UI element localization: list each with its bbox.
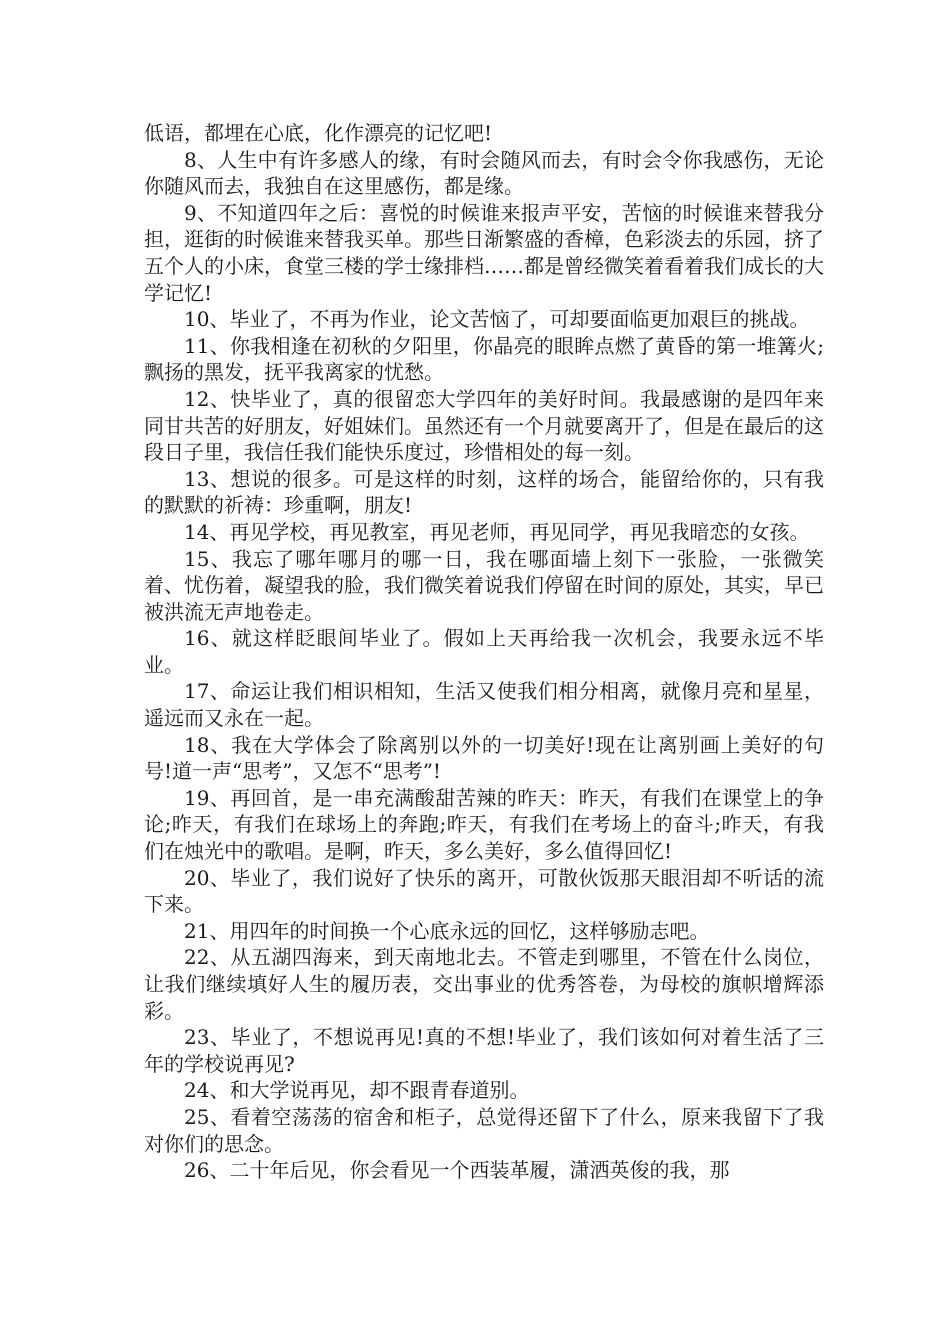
paragraph-26: 26、二十年后见，你会看见一个西装革履，潇洒英俊的我，那 bbox=[184, 1158, 730, 1183]
paragraph-11: 11、你我相逢在初秋的夕阳里，你晶亮的眼眸点燃了黄昏的第一堆篝火;飘扬的黑发，抚平我离家的忧愁。 bbox=[144, 333, 824, 385]
paragraph-continued: 低语，都埋在心底，化作漂亮的记忆吧! bbox=[144, 121, 493, 145]
paragraph-19: 19、再回首，是一串充满酸甜苦辣的昨天：昨天，有我们在课堂上的争论;昨天，有我们在球场上的奔跑;昨天，有我们在考场上的奋斗;昨天，有我们在烛光中的歌唱。是啊，昨天，多么美好，多么值得回忆! bbox=[144, 785, 824, 864]
paragraph-8: 8、人生中有许多感人的缘，有时会随风而去，有时会令你我感伤，无论你随风而去，我独自在这里感伤，都是缘。 bbox=[144, 147, 824, 199]
paragraph-15: 15、我忘了哪年哪月的哪一日，我在哪面墙上刻下一张脸，一张微笑着、忧伤着，凝望我的脸，我们微笑着说我们停留在时间的原处，其实，早已被洪流无声地卷走。 bbox=[144, 546, 824, 624]
paragraph-17: 17、命运让我们相识相知，生活又使我们相分相离，就像月亮和星星，遥远而又永在一起。 bbox=[144, 679, 824, 731]
paragraph-18: 18、我在大学体会了除离别以外的一切美好!现在让离别画上美好的句号!道一声“思考”，又怎不“思考”! bbox=[144, 732, 824, 784]
paragraph-24: 24、和大学说再见，却不跟青春道别。 bbox=[184, 1078, 530, 1103]
paragraph-21: 21、用四年的时间换一个心底永远的回忆，这样够励志吧。 bbox=[184, 918, 710, 943]
paragraph-14: 14、再见学校，再见教室，再见老师，再见同学，再见我暗恋的女孩。 bbox=[184, 519, 810, 544]
paragraph-22: 22、从五湖四海来，到天南地北去。不管走到哪里，不管在什么岗位，让我们继续填好人生的履历表，交出事业的优秀答卷，为母校的旗帜增辉添彩。 bbox=[144, 945, 824, 1023]
paragraph-20: 20、毕业了，我们说好了快乐的离开，可散伙饭那天眼泪却不听话的流下来。 bbox=[144, 865, 824, 917]
paragraph-13: 13、想说的很多。可是这样的时刻，这样的场合，能留给你的，只有我的默默的祈祷：珍重啊，朋友! bbox=[144, 466, 824, 518]
paragraph-9: 9、不知道四年之后：喜悦的时候谁来报声平安，苦恼的时候谁来替我分担，逛街的时候谁来替我买单。那些日渐繁盛的香樟，色彩淡去的乐园，挤了五个人的小床，食堂三楼的学士缘排档……都是曾经微笑着看着我们成长的大学记忆! bbox=[144, 200, 824, 305]
paragraph-23: 23、毕业了，不想说再见!真的不想!毕业了，我们该如何对着生活了三年的学校说再见? bbox=[144, 1025, 824, 1076]
paragraph-10: 10、毕业了，不再为作业，论文苦恼了，可却要面临更加艰巨的挑战。 bbox=[184, 307, 810, 332]
paragraph-16: 16、就这样眨眼间毕业了。假如上天再给我一次机会，我要永远不毕业。 bbox=[144, 626, 824, 677]
paragraph-25: 25、看着空荡荡的宿舍和柜子，总觉得还留下了什么，原来我留下了我对你们的思念。 bbox=[144, 1104, 824, 1156]
paragraph-12: 12、快毕业了，真的很留恋大学四年的美好时间。我最感谢的是四年来同甘共苦的好朋友，好姐妹们。虽然还有一个月就要离开了，但是在最后的这段日子里，我信任我们能快乐度过，珍惜相处的每一刻。 bbox=[144, 386, 824, 465]
document-body bbox=[144, 120, 824, 1184]
